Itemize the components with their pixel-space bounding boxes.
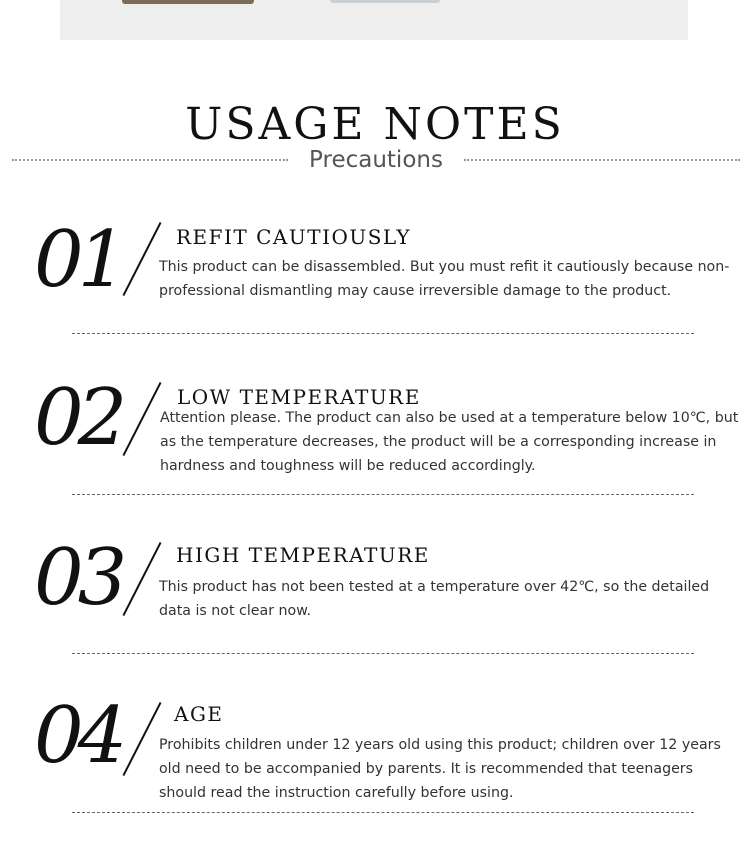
item-number: 02	[34, 373, 122, 463]
dotted-divider	[464, 159, 740, 161]
slash-divider	[122, 542, 161, 616]
item-number: 03	[34, 533, 122, 623]
item-title: AGE	[174, 702, 224, 726]
item-description: This product has not been tested at a temperature over 42℃, so the detailed data is not clear now.	[159, 579, 710, 619]
product-photo-object	[330, 0, 440, 3]
page-subtitle: Precautions	[309, 147, 443, 173]
slash-divider	[122, 702, 161, 776]
slash-divider	[122, 382, 161, 456]
slash-divider	[122, 222, 161, 296]
dashed-divider	[72, 494, 694, 495]
dashed-divider	[72, 653, 694, 654]
item-number: 01	[34, 215, 122, 305]
dashed-divider	[72, 812, 694, 813]
item-description: Attention please. The product can also be used at a temperature below 10℃, but as the temperature decreases, the product will be a corresponding increase in hardness and toughness will be reduced accordingly.	[160, 410, 739, 474]
item-description: This product can be disassembled. But you must refit it cautiously because non-professional dismantling may cause irreversible damage to the product.	[159, 259, 730, 299]
item-number: 04	[34, 691, 122, 781]
item-title: HIGH TEMPERATURE	[176, 543, 430, 567]
dashed-divider	[72, 333, 694, 334]
item-title: LOW TEMPERATURE	[177, 385, 421, 409]
product-photo-object	[122, 0, 254, 4]
product-photo-banner	[60, 0, 688, 40]
subtitle-row	[0, 144, 750, 176]
dotted-divider	[12, 159, 288, 161]
item-description: Prohibits children under 12 years old using this product; children over 12 years old need to be accompanied by parents. It is recommended that teenagers should read the instruction carefully before using.	[159, 737, 721, 801]
page-title: USAGE NOTES	[185, 99, 565, 150]
item-title: REFIT CAUTIOUSLY	[176, 225, 412, 249]
